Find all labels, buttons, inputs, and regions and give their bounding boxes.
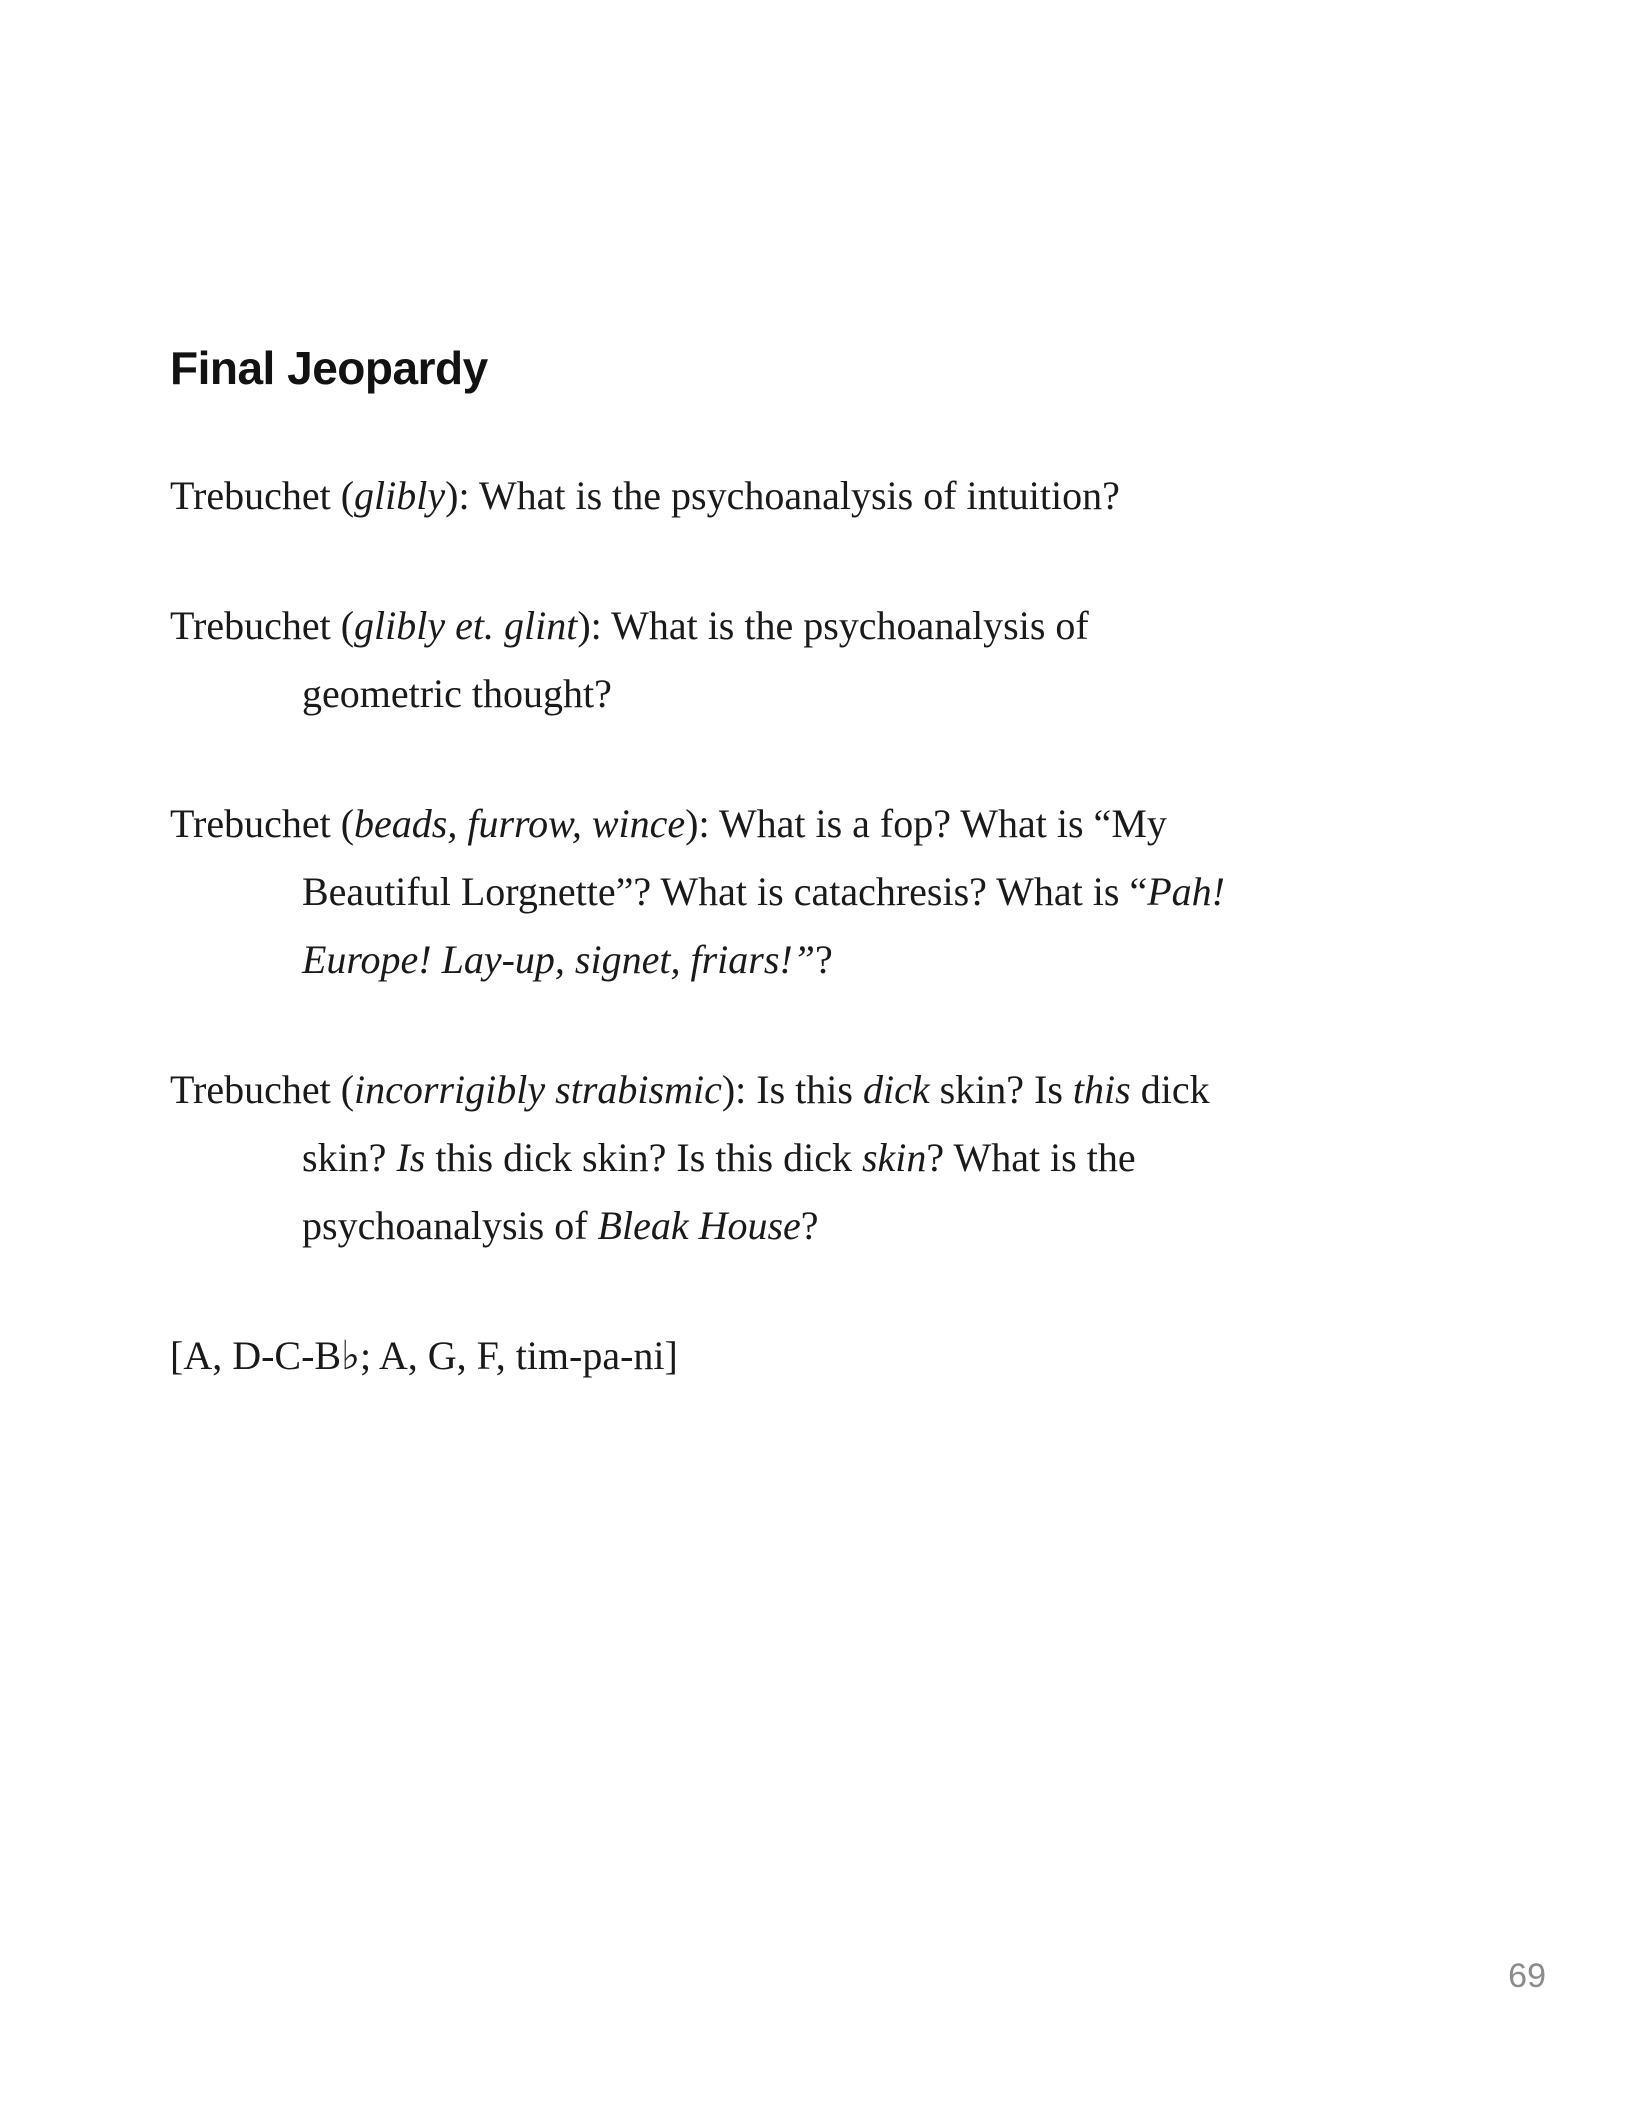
text-line bbox=[170, 462, 1650, 530]
text-segment: ; A, G, F, tim-pa-ni] bbox=[359, 1333, 678, 1378]
text-segment: ): What is a fop? What is “My bbox=[685, 801, 1167, 846]
dialogue-paragraph bbox=[170, 592, 1650, 728]
text-segment: [A, D-C-B bbox=[170, 1333, 342, 1378]
text-segment: skin? bbox=[302, 1135, 397, 1180]
text-segment: dick bbox=[862, 1067, 930, 1112]
text-segment: Trebuchet ( bbox=[170, 603, 355, 648]
dialogue-paragraph bbox=[170, 462, 1650, 530]
text-segment: skin? Is bbox=[929, 1067, 1073, 1112]
text-segment: Bleak House bbox=[597, 1203, 801, 1248]
text-segment: Is bbox=[396, 1135, 426, 1180]
dialogue-paragraph bbox=[170, 1322, 1650, 1390]
flat-sign: ♭ bbox=[341, 1333, 360, 1379]
text-segment: this dick skin? Is this dick bbox=[425, 1135, 862, 1180]
dialogue-paragraph bbox=[170, 790, 1650, 994]
text-line bbox=[170, 592, 1650, 660]
page-title: Final Jeopardy bbox=[170, 342, 488, 394]
text-segment: Trebuchet ( bbox=[170, 801, 355, 846]
text-segment: ): Is this bbox=[721, 1067, 863, 1112]
text-line bbox=[302, 660, 1650, 728]
text-segment: incorrigibly strabismic bbox=[354, 1067, 722, 1112]
text-segment: ): What is the psychoanalysis of bbox=[577, 603, 1089, 648]
text-segment: ? What is the bbox=[926, 1135, 1136, 1180]
text-segment: Pah! bbox=[1147, 869, 1225, 914]
dialogue-paragraph bbox=[170, 1056, 1650, 1260]
text-segment: psychoanalysis of bbox=[302, 1203, 598, 1248]
text-segment: glibly bbox=[354, 473, 446, 518]
text-segment: geometric thought? bbox=[302, 671, 612, 716]
text-line bbox=[302, 1124, 1650, 1192]
text-line bbox=[170, 1056, 1650, 1124]
text-line bbox=[170, 790, 1650, 858]
text-segment: ? bbox=[814, 937, 833, 982]
text-segment: Trebuchet ( bbox=[170, 1067, 355, 1112]
text-segment: skin bbox=[861, 1135, 927, 1180]
text-segment: Europe! Lay-up, signet, friars!” bbox=[302, 937, 815, 982]
dialogue-content bbox=[170, 462, 1650, 1390]
text-line bbox=[302, 858, 1650, 926]
text-segment: this bbox=[1072, 1067, 1131, 1112]
text-segment: Trebuchet ( bbox=[170, 473, 355, 518]
text-segment: ): What is the psychoanalysis of intuition? bbox=[445, 473, 1120, 518]
text-segment: glibly et. glint bbox=[354, 603, 578, 648]
text-segment: ? bbox=[800, 1203, 819, 1248]
text-line bbox=[302, 926, 1650, 994]
text-segment: beads, furrow, wince bbox=[354, 801, 686, 846]
text-line bbox=[170, 1322, 1650, 1390]
page-number: 69 bbox=[1508, 1957, 1546, 1995]
text-segment: Beautiful Lorgnette”? What is catachresis? What is “ bbox=[302, 869, 1148, 914]
text-segment: dick bbox=[1130, 1067, 1210, 1112]
text-line bbox=[302, 1192, 1650, 1260]
